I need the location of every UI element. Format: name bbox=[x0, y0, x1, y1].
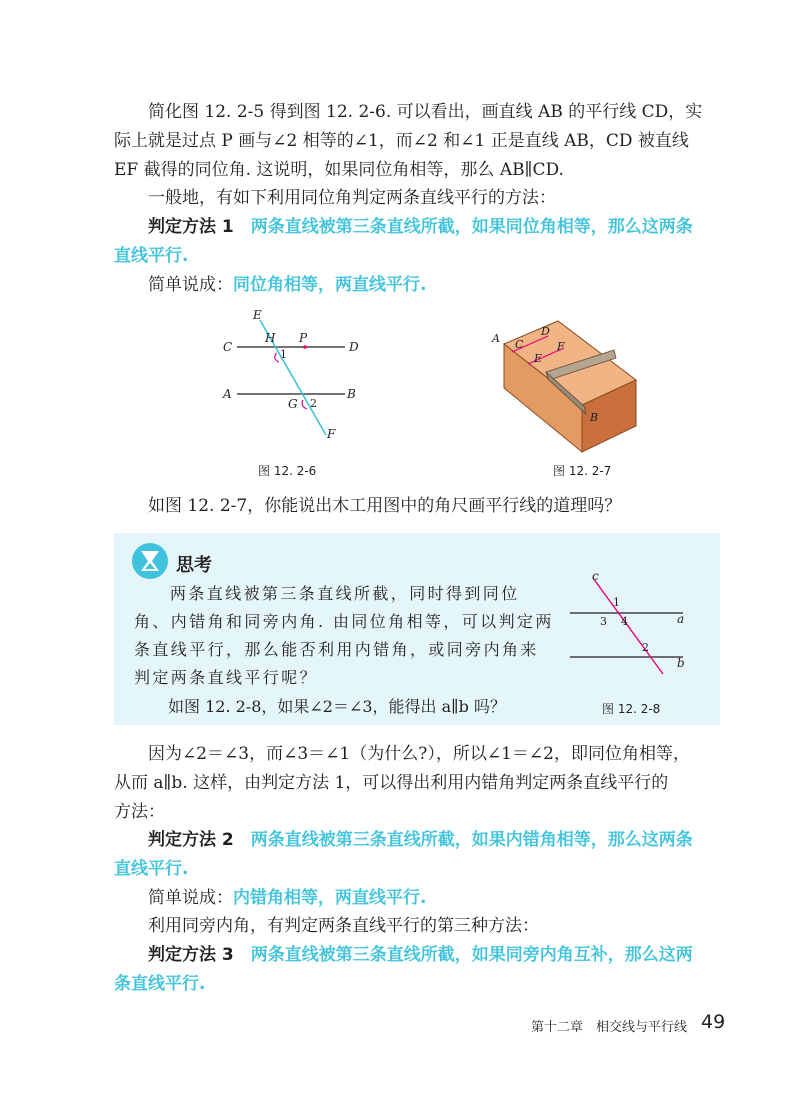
fig7-label-F: F bbox=[557, 340, 565, 353]
think-title: 思考 bbox=[176, 555, 212, 576]
figure-12-2-8 bbox=[565, 568, 715, 678]
caption-12-2-6: 图 12. 2-6 bbox=[258, 464, 317, 478]
paragraph-proof bbox=[114, 740, 720, 827]
proof-line-3: 方法： bbox=[114, 802, 165, 822]
fig8-label-b: b bbox=[677, 656, 685, 670]
fig6-label-1: 1 bbox=[280, 348, 287, 361]
rule-2-head: 判定方法 2 bbox=[148, 830, 234, 850]
brief-1-prefix: 简单说成： bbox=[148, 275, 233, 295]
fig8-label-3: 3 bbox=[600, 615, 607, 628]
fig8-label-a: a bbox=[677, 612, 685, 626]
rule-1-head: 判定方法 1 bbox=[148, 217, 234, 237]
fig6-label-C: C bbox=[223, 340, 233, 354]
fig7-label-C: C bbox=[515, 338, 524, 351]
fig6-label-B: B bbox=[347, 387, 356, 401]
caption-12-2-8: 图 12. 2-8 bbox=[602, 702, 661, 716]
fig8-label-1: 1 bbox=[613, 596, 620, 609]
figure-12-2-6 bbox=[215, 305, 375, 450]
rule-3 bbox=[114, 941, 720, 999]
fig7-label-D: D bbox=[541, 325, 550, 338]
fig7-label-E: E bbox=[534, 352, 543, 365]
rule-1 bbox=[114, 213, 720, 271]
fig6-label-2: 2 bbox=[310, 397, 317, 410]
brief-2-text: 内错角相等，两直线平行. bbox=[233, 888, 427, 908]
rule-2 bbox=[114, 826, 720, 884]
fig6-label-A: A bbox=[223, 387, 232, 401]
intro-line-2: 际上就是过点 P 画与∠2 相等的∠1，而∠2 和∠1 正是直线 AB，CD 被直线 bbox=[114, 131, 689, 151]
paragraph-intro bbox=[114, 98, 720, 185]
figure-12-2-7 bbox=[488, 318, 648, 458]
think-question: 如图 12. 2-8，如果∠2＝∠3，能得出 a∥b 吗？ bbox=[168, 697, 506, 716]
intro-line-1: 简化图 12. 2-5 得到图 12. 2-6. 可以看出，画直线 AB 的平行线 CD，实 bbox=[148, 102, 703, 122]
brief-2 bbox=[114, 884, 720, 913]
think-icon bbox=[130, 541, 170, 581]
rule-2-text: 两条直线被第三条直线所截，如果内错角相等，那么这两条 bbox=[250, 830, 693, 850]
think-text bbox=[134, 580, 554, 692]
fig7-label-B: B bbox=[590, 411, 599, 424]
intro-line-3: EF 截得的同位角. 这说明，如果同位角相等，那么 AB∥CD. bbox=[114, 160, 564, 180]
rule-3-head: 判定方法 3 bbox=[148, 945, 234, 965]
rule-2-text-2: 直线平行. bbox=[114, 859, 189, 879]
fig6-label-G: G bbox=[288, 397, 298, 411]
fig6-label-E: E bbox=[253, 308, 262, 322]
paragraph-third: 利用同旁内角，有判定两条直线平行的第三种方法： bbox=[148, 916, 539, 936]
paragraph-general: 一般地，有如下利用同位角判定两条直线平行的方法： bbox=[148, 188, 556, 208]
think-body: 两条直线被第三条直线所截，同时得到同位角、内错角和同旁内角. 由同位角相等，可以判定两条直线平行，那么能否利用内错角，或同旁内角来判定两条直线平行呢？ bbox=[134, 584, 554, 687]
rule-1-text: 两条直线被第三条直线所截，如果同位角相等，那么这两条 bbox=[250, 217, 693, 237]
rule-3-text-2: 条直线平行. bbox=[114, 974, 206, 994]
proof-line-1: 因为∠2＝∠3，而∠3＝∠1（为什么?），所以∠1＝∠2，即同位角相等， bbox=[148, 744, 690, 764]
brief-1-text: 同位角相等，两直线平行. bbox=[233, 275, 427, 295]
fig8-label-c: c bbox=[592, 569, 599, 583]
page-number: 49 bbox=[701, 1011, 726, 1033]
fig8-label-2: 2 bbox=[642, 641, 649, 654]
rule-3-text: 两条直线被第三条直线所截，如果同旁内角互补，那么这两 bbox=[250, 945, 693, 965]
rule-1-text-2: 直线平行. bbox=[114, 246, 189, 266]
chapter-footer: 第十二章 相交线与平行线 bbox=[531, 1020, 688, 1035]
fig6-label-D: D bbox=[349, 340, 359, 354]
fig8-label-4: 4 bbox=[621, 615, 628, 628]
brief-1 bbox=[114, 271, 720, 300]
caption-12-2-7: 图 12. 2-7 bbox=[553, 464, 612, 478]
brief-2-prefix: 简单说成： bbox=[148, 888, 233, 908]
proof-line-2: 从而 a∥b. 这样，由判定方法 1，可以得出利用内错角判定两条直线平行的 bbox=[114, 773, 669, 793]
fig6-label-F: F bbox=[327, 427, 336, 441]
fig6-label-H: H bbox=[265, 331, 276, 345]
question: 如图 12. 2-7，你能说出木工用图中的角尺画平行线的道理吗？ bbox=[148, 496, 622, 516]
fig6-label-P: P bbox=[299, 331, 308, 345]
fig7-label-A: A bbox=[492, 332, 500, 345]
